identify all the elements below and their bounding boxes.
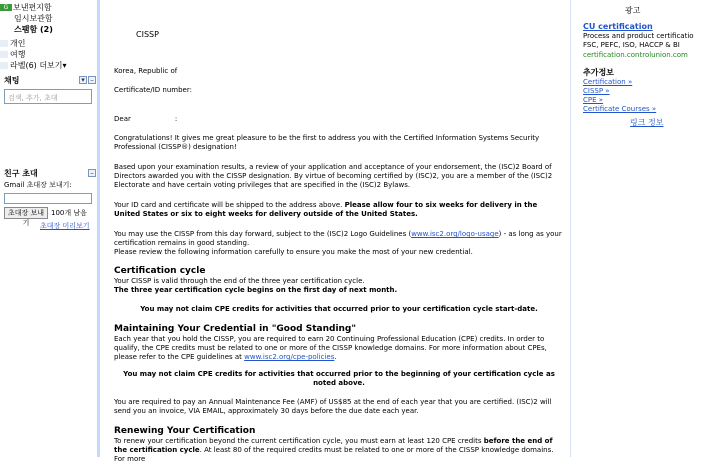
sender-name: CISSP: [136, 30, 159, 39]
idcard-paragraph: Your ID card and certificate will be shipped to the address above. Please allow four to six weeks for delivery in the United States or six to eight weeks for delivery outside of the United States.: [114, 201, 538, 218]
address-line: Korea, Republic of: [114, 67, 178, 75]
label-item-personal[interactable]: 개인: [0, 38, 25, 49]
cycle-line-2: The three year certification cycle begins on the first day of next month.: [114, 286, 398, 294]
amf-paragraph: You are required to pay an Annual Maintenance Fee (AMF) of US$85 at the end of each year that you are certified. (ISC)2 will send you an invoice, VIA EMAIL, approximately 30 days before the due date each year.: [114, 398, 552, 415]
message-body: [100, 0, 571, 463]
invite-email-input[interactable]: [4, 193, 92, 204]
label-item-travel[interactable]: 여행: [0, 49, 25, 60]
chat-search-input[interactable]: 검색, 추가, 초대: [4, 89, 92, 104]
award-paragraph: Based upon your examination results, a review of your application and acceptance of your endorsement, the (ISC)2 Board of Directors awarded you with the CISSP designation. By virtue of becoming certified by (ISC)2, you are a member of the (ISC)2 Electorate and have certain voting privileges that are specified in the (ISC)2 Bylaws.: [114, 163, 553, 189]
renew-paragraph: To renew your certification beyond the current certification cycle, you must earn at least 120 CPE credits before the end of the certification cycle. At least 80 of the required credits must be related to one or more of the CISSP knowledge domains. For more: [114, 437, 554, 463]
ads-header: 광고: [625, 6, 641, 15]
standing-note: You may not claim CPE credits for activities that occurred prior to the beginning of your certification cycle as noted above.: [123, 370, 555, 387]
chat-title: 채팅: [4, 76, 20, 85]
congrats-paragraph: Congratulations! It gives me great pleasure to be the first to address you with the Certified Information Systems Security Professional (CISSP®) designation!: [114, 134, 540, 151]
label-color-icon: [0, 51, 8, 58]
cycle-line-1: Your CISSP is valid through the end of the three year certification cycle.: [114, 277, 365, 285]
heading-cert-cycle: Certification cycle: [114, 266, 206, 276]
chat-options-icon[interactable]: ▾: [79, 76, 87, 84]
send-invite-button[interactable]: 초대장 보내기: [4, 207, 48, 219]
gmail-icon: G: [0, 4, 12, 11]
ad-url[interactable]: certification.controlunion.com: [583, 51, 688, 59]
standing-paragraph: Each year that you hold the CISSP, you are required to earn 20 Continuing Professional Education (CPE) credits. In order to qualify, the CPE credits must be related to one or more of the CISSP knowledge domains. For more information about CPEs, please refer to the CPE guidelines at www.isc2.org/cpe-policies.: [114, 335, 547, 361]
cycle-note: You may not claim CPE credits for activities that occurred prior to your certification cycle start-date.: [140, 305, 538, 313]
nav-item-drafts[interactable]: 임시보관함: [14, 14, 53, 23]
invite-preview-link[interactable]: 초대장 미리보기: [40, 222, 90, 230]
more-link-cpe[interactable]: CPE »: [583, 96, 604, 104]
logo-paragraph: You may use the CISSP from this day forward, subject to the (ISC)2 Logo Guidelines (www.isc2.org/logo-usage) - as long as your certification remains in good standing.: [114, 230, 562, 247]
nav-item-spam[interactable]: 스팸함 (2): [14, 25, 53, 34]
more-info-header: 추가정보: [583, 68, 614, 77]
invite-prompt: Gmail 초대장 보내기:: [4, 181, 72, 189]
left-nav: [0, 0, 97, 457]
review-paragraph: Please review the following information carefully to ensure you make the most of your new credential.: [114, 248, 473, 256]
cert-id-label: Certificate/ID number:: [114, 86, 192, 94]
invites-remaining: 100개 남음: [51, 209, 87, 217]
label-color-icon: [0, 40, 8, 47]
label-color-icon: [0, 62, 8, 69]
salutation: Dear :: [114, 115, 178, 123]
labels-more-link[interactable]: 라벨(6) 더보기▾: [0, 60, 67, 71]
heading-good-standing: Maintaining Your Credential in "Good Standing": [114, 324, 357, 334]
more-link-certification[interactable]: Certification »: [583, 78, 633, 86]
ads-panel: [572, 0, 720, 457]
more-link-courses[interactable]: Certificate Courses »: [583, 105, 657, 113]
nav-item-sent[interactable]: G 보낸편지함: [0, 2, 52, 13]
logo-guidelines-link[interactable]: www.isc2.org/logo-usage: [411, 230, 499, 238]
ad-body: Process and product certificatio FSC, PEFC, ISO, HACCP & BI: [583, 32, 694, 49]
invite-title: 친구 초대: [4, 169, 38, 178]
chat-collapse-icon[interactable]: –: [88, 76, 96, 84]
heading-renewing: Renewing Your Certification: [114, 426, 256, 436]
cpe-policies-link[interactable]: www.isc2.org/cpe-policies: [244, 353, 335, 361]
ad-title-link[interactable]: CU certification: [583, 22, 653, 31]
permalink-info[interactable]: 링크 정보: [630, 118, 664, 127]
more-link-cissp[interactable]: CISSP »: [583, 87, 610, 95]
invite-collapse-icon[interactable]: –: [88, 169, 96, 177]
